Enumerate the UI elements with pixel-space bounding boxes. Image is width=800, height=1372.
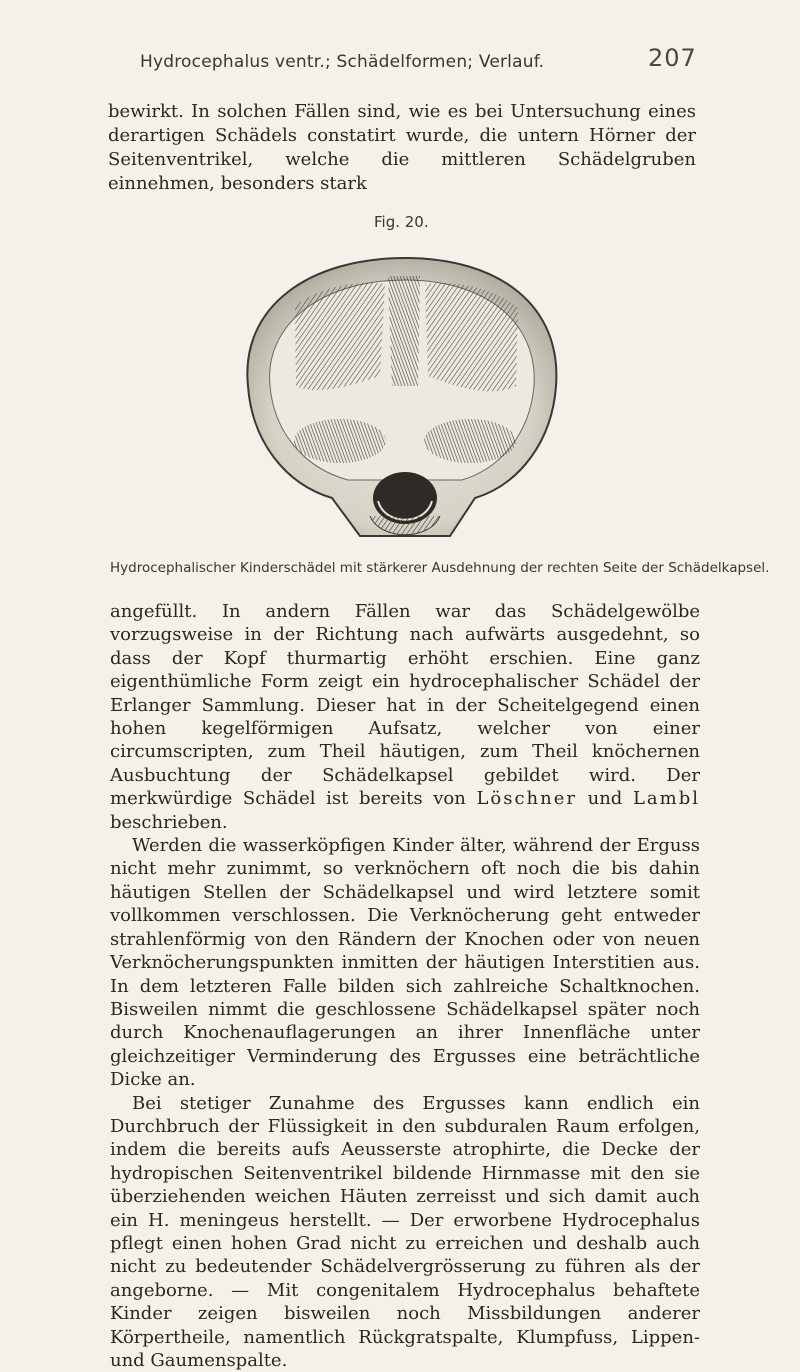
paragraph-1-text: angefüllt. In andern Fällen war das Schädelgewölbe vorzugsweise in der Richtung nach aufwärts ausgedehnt, so dass der Kopf thurmartig erhöht erschien. Eine ganz eigenthümliche Form zeigt ein hydrocephalischer Schädel der Erlanger Sammlung. Dieser hat in der Scheitelgegend einen hohen kegelförmigen Aufsatz, welcher von einer circumscripten, zum Theil häutigen, zum Theil knöchernen Ausbuchtung der Schädelkapsel gebildet wird. Der merkwürdige Schädel ist bereits von <box>110 601 700 810</box>
paragraph-1 <box>110 600 700 834</box>
conjunction: und <box>587 788 623 810</box>
paragraph-1-end: beschrieben. <box>110 811 228 833</box>
skull-engraving <box>200 236 600 556</box>
running-head: Hydrocephalus ventr.; Schädelformen; Verlauf. <box>140 52 545 72</box>
author-name-lambl: Lambl <box>632 788 700 810</box>
top-paragraph: bewirkt. In solchen Fällen sind, wie es bei Untersuchung eines derartigen Schädels constatirt wurde, die untern Hörner der Seitenventrikel, welche die mittleren Schädelgruben einnehmen, besonders stark <box>108 101 696 194</box>
paragraph-2: Werden die wasserköpfigen Kinder älter, während der Erguss nicht mehr zunimmt, so verknöchern oft noch die bis dahin häutigen Stellen der Schädelkapsel und wird letztere somit vollkommen verschlossen. Die Verknöcherung geht entweder strahlenförmig von den Rändern der Knochen oder von neuen Verknöcherungspunkten inmitten der häutigen Interstitien aus. In dem letzteren Falle bilden sich zahlreiche Schaltknochen. Bisweilen nimmt die geschlossene Schädelkapsel später noch durch Knochenauflagerungen an ihrer Innenfläche unter gleichzeitiger Verminderung des Ergusses eine beträchtliche Dicke an. <box>110 835 700 1091</box>
page-number: 207 <box>648 44 697 72</box>
main-text <box>110 600 700 1372</box>
figure-caption: Hydrocephalischer Kinderschädel mit stärkerer Ausdehnung der rechten Seite der Schädelkapsel. <box>110 560 770 576</box>
figure-label: Fig. 20. <box>374 213 429 231</box>
skull-illustration <box>200 236 600 556</box>
author-name-loeschner: Löschner <box>476 788 578 810</box>
paragraph-3: Bei stetiger Zunahme des Ergusses kann endlich ein Durchbruch der Flüssigkeit in den subduralen Raum erfolgen, indem die bereits aufs Aeusserste atrophirte, die Decke der hydropischen Seitenventrikel bildende Hirnmasse mit den sie überziehenden weichen Häuten zerreisst und sich damit auch ein H. meningeus herstellt. — Der erworbene Hydrocephalus pflegt einen hohen Grad nicht zu erreichen und deshalb auch nicht zu bedeutender Schädelvergrösserung zu führen als der angeborne. — Mit congenitalem Hydrocephalus behaftete Kinder zeigen bisweilen noch Missbildungen anderer Körpertheile, namentlich Rückgratspalte, Klumpfuss, Lippen- und Gaumenspalte. <box>110 1092 700 1371</box>
